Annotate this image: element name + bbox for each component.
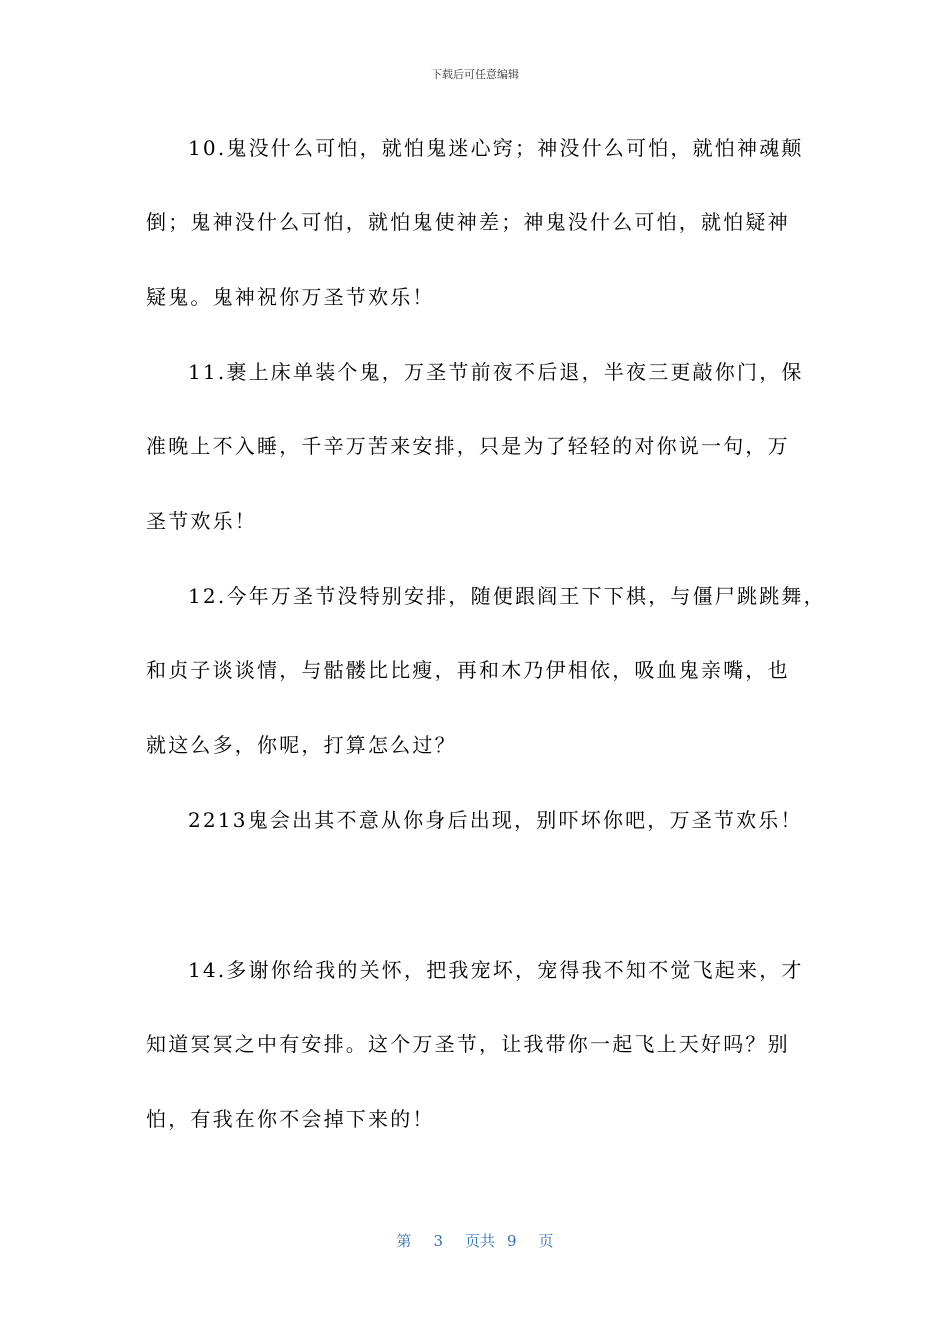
paragraph-14-line-2: 知道冥冥之中有安排。这个万圣节，让我带你一起飞上天好吗？别	[146, 1032, 790, 1056]
paragraph-11-line-3: 圣节欢乐！	[146, 509, 257, 533]
page-footer	[0, 1230, 950, 1251]
paragraph-10-line-2: 倒；鬼神没什么可怕，就怕鬼使神差；神鬼没什么可怕，就怕疑神	[146, 210, 790, 234]
paragraph-12-line-1: 12.今年万圣节没特别安排，随便跟阎王下下棋，与僵尸跳跳舞，	[188, 584, 826, 608]
paragraph-13-line-1: 2213鬼会出其不意从你身后出现，别吓坏你吧，万圣节欢乐！	[188, 808, 803, 832]
paragraph-11-line-1: 11.裹上床单装个鬼，万圣节前夜不后退，半夜三更敲你门，保	[188, 360, 804, 384]
paragraph-12-line-2: 和贞子谈谈情，与骷髅比比瘦，再和木乃伊相依，吸血鬼亲嘴，也	[146, 658, 790, 682]
paragraph-14-line-3: 怕，有我在你不会掉下来的！	[146, 1107, 435, 1131]
footer-page-word: 第	[396, 1232, 412, 1250]
paragraph-12-line-3: 就这么多，你呢，打算怎么过？	[146, 733, 457, 757]
footer-current-page: 3	[433, 1232, 443, 1250]
page-header: 下载后可任意编辑	[431, 68, 519, 81]
paragraph-10-line-3: 疑鬼。鬼神祝你万圣节欢乐！	[146, 285, 435, 309]
paragraph-11-line-2: 准晚上不入睡，千辛万苦来安排，只是为了轻轻的对你说一句，万	[146, 434, 790, 458]
paragraph-14-line-1: 14.多谢你给我的关怀，把我宠坏，宠得我不知不觉飞起来，才	[188, 958, 804, 982]
footer-page-suffix: 页	[538, 1232, 554, 1250]
footer-total-word: 页共	[464, 1232, 495, 1250]
paragraph-10-line-1: 10.鬼没什么可怕，就怕鬼迷心窍；神没什么可怕，就怕神魂颠	[188, 136, 804, 160]
footer-total-pages: 9	[507, 1232, 517, 1250]
